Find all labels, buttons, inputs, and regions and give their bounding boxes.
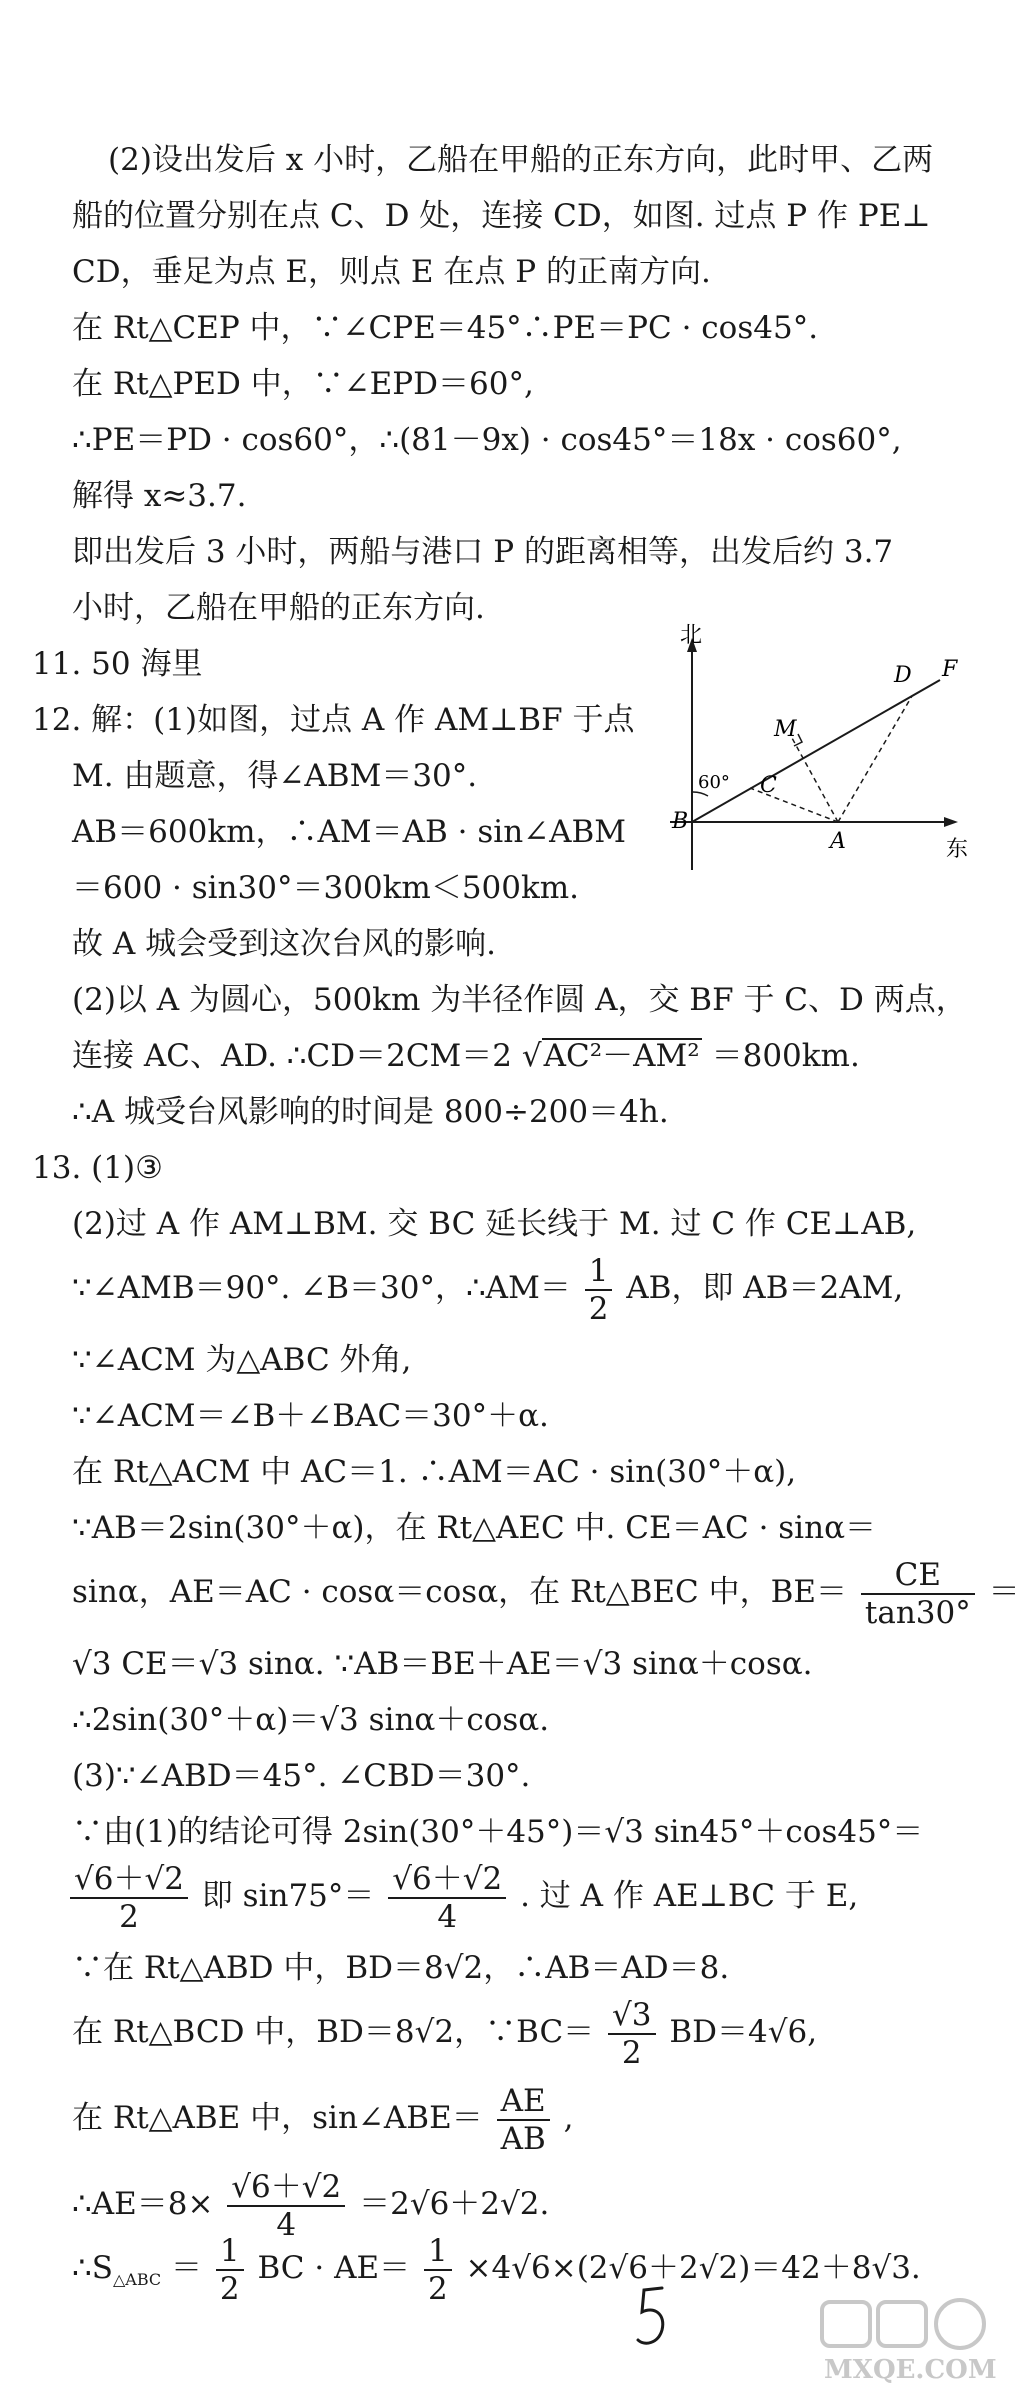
text-segment: sinα，AE＝AC · cosα＝cosα，在 Rt△BEC 中，BE＝ [72, 1574, 848, 1610]
text-line: AB＝600km，∴AM＝AB · sin∠ABM [72, 814, 627, 850]
text-line: 故 A 城会受到这次台风的影响. [72, 926, 496, 962]
text-line: ∴2sin(30°＋α)＝√3 sinα＋cosα. [72, 1702, 550, 1738]
text-line: ＝600 · sin30°＝300km＜500km. [72, 870, 580, 906]
text-segment: ＝800km. [711, 1038, 860, 1074]
answer-11: 11. 50 海里 [32, 646, 203, 682]
radical-sign: √ [521, 1038, 542, 1074]
text-line [72, 1992, 817, 2072]
text-line: 在 Rt△CEP 中，∵∠CPE＝45°∴PE＝PC · cos45°. [72, 310, 819, 346]
point-f-label: F [942, 657, 958, 682]
watermark-logo [820, 2300, 995, 2389]
fraction-denominator: 4 [276, 2206, 297, 2243]
fraction [216, 2233, 244, 2307]
text-line: 12. 解：(1)如图，过点 A 作 AM⊥BF 于点 [32, 702, 635, 738]
fraction [388, 1861, 506, 1935]
text-segment: BC · AE＝ [257, 2250, 411, 2286]
angle-label: 60° [698, 772, 730, 793]
north-label: 北 [680, 623, 703, 648]
text-line [72, 1036, 860, 1076]
typhoon-figure [650, 620, 970, 890]
fraction-denominator: 2 [588, 1290, 609, 1327]
text-line: ∵由(1)的结论可得 2sin(30°＋45°)＝√3 sin45°＋cos45°＝ [72, 1814, 924, 1850]
fraction-numerator: AE [497, 2083, 550, 2121]
text-segment: ∵∠AMB＝90°. ∠B＝30°，∴AM＝ [72, 1270, 571, 1306]
text-line: (2)过 A 作 AM⊥BM. 交 BC 延长线于 M. 过 C 作 CE⊥AB, [72, 1206, 917, 1242]
text-line: M. 由题意，得∠ABM＝30°. [72, 758, 478, 794]
point-d-label: D [894, 663, 912, 688]
fraction-numerator: CE [861, 1557, 975, 1595]
text-segment: ＝2√6＋2√2. [359, 2186, 550, 2222]
svg-text:MXQE.COM: MXQE.COM [824, 2355, 997, 2385]
text-segment: 连接 AC、AD. ∴CD＝2CM＝2 [72, 1038, 513, 1074]
text-line [72, 1552, 1020, 1632]
sqrt-expression: AC²－AM² [543, 1038, 700, 1074]
text-segment: ∴S [72, 2250, 113, 2286]
fraction-denominator: 2 [621, 2034, 642, 2071]
fraction [424, 2233, 452, 2307]
text-line [72, 2078, 573, 2158]
fraction [585, 1253, 613, 1327]
handwritten-five-glyph [632, 2282, 672, 2352]
text-line: ∴PE＝PD · cos60°，∴(81－9x) · cos45°＝18x · cos60°, [72, 422, 902, 458]
text-line: ∵AB＝2sin(30°＋α)，在 Rt△AEC 中. CE＝AC · sinα＝ [72, 1510, 877, 1546]
text-line: (2)以 A 为圆心，500km 为半径作圆 A，交 BF 于 C、D 两点， [72, 982, 967, 1018]
text-line: ∴A 城受台风影响的时间是 800÷200＝4h. [72, 1094, 669, 1130]
answer-13: 13. (1)③ [32, 1150, 163, 1186]
text-line: (2)设出发后 x 小时，乙船在甲船的正东方向，此时甲、乙两 [108, 142, 934, 178]
subscript: △ABC [112, 2270, 162, 2290]
point-m-label: M [774, 717, 797, 742]
text-segment: ∴AE＝8× [72, 2186, 214, 2222]
text-line: 即出发后 3 小时，两船与港口 P 的距离相等，出发后约 3.7 [72, 534, 894, 570]
fraction [497, 2083, 550, 2157]
text-line: ∵∠ACM＝∠B＋∠BAC＝30°＋α. [72, 1398, 549, 1434]
text-line: 小时，乙船在甲船的正东方向. [72, 590, 485, 626]
fraction [70, 1861, 188, 1935]
text-line: 船的位置分别在点 C、D 处，连接 CD，如图. 过点 P 作 PE⊥ [72, 198, 931, 234]
text-segment: . 过 A 作 AE⊥BC 于 E, [520, 1878, 859, 1914]
fraction-denominator: tan30° [864, 1594, 971, 1631]
fraction [608, 1997, 655, 2071]
text-line: √3 CE＝√3 sinα. ∵AB＝BE＋AE＝√3 sinα＋cosα. [72, 1646, 813, 1682]
fraction-numerator: 1 [216, 2233, 244, 2271]
text-line: 在 Rt△PED 中，∵∠EPD＝60°, [72, 366, 534, 402]
text-line [72, 2228, 921, 2320]
text-line [66, 1856, 858, 1936]
text-line: 在 Rt△ACM 中 AC＝1. ∴AM＝AC · sin(30°＋α), [72, 1454, 797, 1490]
text-line: 解得 x≈3.7. [72, 478, 247, 514]
fraction-numerator: 1 [585, 1253, 613, 1291]
handwritten-page-number [632, 2282, 672, 2356]
fraction-denominator: 4 [437, 1898, 458, 1935]
fraction-denominator: AB [500, 2120, 546, 2157]
text-segment: ＝ [988, 1574, 1020, 1610]
text-line: CD，垂足为点 E，则点 E 在点 P 的正南方向. [72, 254, 711, 290]
fraction-numerator: 1 [424, 2233, 452, 2271]
text-segment: BD＝4√6, [669, 2014, 818, 2050]
fraction-numerator: √6＋√2 [227, 2169, 345, 2207]
text-line [72, 1248, 903, 1328]
text-segment: 即 sin75°＝ [201, 1878, 375, 1914]
fraction-numerator: √6＋√2 [70, 1861, 188, 1899]
text-segment: 在 Rt△BCD 中，BD＝8√2，∵BC＝ [72, 2014, 595, 2050]
east-label: 东 [946, 837, 969, 862]
fraction-denominator: 2 [219, 2270, 240, 2307]
text-segment: ×4√6×(2√6＋2√2)＝42＋8√3. [465, 2250, 921, 2286]
text-line: ∵在 Rt△ABD 中，BD＝8√2，∴AB＝AD＝8. [72, 1950, 730, 1986]
text-segment: 在 Rt△ABE 中，sin∠ABE＝ [72, 2100, 483, 2136]
point-a-label: A [830, 829, 846, 854]
text-segment: , [563, 2100, 574, 2136]
fraction-numerator: √6＋√2 [388, 1861, 506, 1899]
fraction-denominator: 2 [427, 2270, 448, 2307]
fraction [861, 1557, 975, 1631]
text-line: (3)∵∠ABD＝45°. ∠CBD＝30°. [72, 1758, 531, 1794]
text-segment: ＝ [170, 2250, 202, 2286]
point-c-label: C [760, 773, 777, 798]
text-line: ∵∠ACM 为△ABC 外角, [72, 1342, 412, 1378]
fraction-denominator: 2 [119, 1898, 139, 1935]
text-segment: AB，即 AB＝2AM, [626, 1270, 904, 1306]
fraction-numerator: √3 [608, 1997, 655, 2035]
watermark-graphic [820, 2300, 995, 2385]
point-b-label: B [672, 809, 689, 834]
